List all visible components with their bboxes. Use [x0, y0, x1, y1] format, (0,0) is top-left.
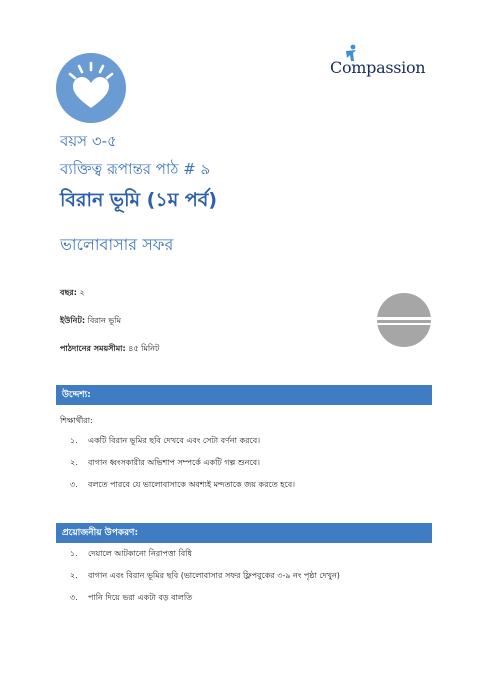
heart-sunburst-icon	[55, 52, 127, 124]
objectives-intro: শিক্ষার্থীরা:	[60, 416, 93, 425]
meta-year-label: বছর:	[60, 288, 77, 297]
meta-unit-value: বিরান ভূমি	[87, 316, 122, 325]
list-item-text: বাগান এবং বিরান ভূমির ছবি (ভালোবাসার সফর ফ্লিপবুকের ৩-৯ নং পৃষ্ঠা দেখুন)	[88, 571, 340, 580]
list-item-text: বাগান ধ্বংসকারীর অভিশাপ সম্পর্কে একটি গল্প শুনবে।	[88, 458, 260, 467]
page-title: বিরান ভূমি (১ম পর্ব)	[60, 189, 218, 211]
list-item	[70, 592, 430, 614]
list-item-text: বলতে পারবে যে ভালোবাসাকে অবশ্যই মন্দতাকে জয় করতে হবে।	[88, 480, 296, 489]
list-item-number: ১.	[70, 549, 78, 558]
page-subtitle: ভালোবাসার সফর	[60, 235, 174, 254]
half-circle-icon	[377, 293, 431, 347]
list-item-number: ৩.	[70, 480, 78, 489]
meta-year-value: ২	[79, 288, 85, 297]
list-item	[70, 570, 430, 592]
meta-unit-label: ইউনিট:	[60, 316, 86, 325]
meta-time-label: পাঠদানের সময়সীমা:	[60, 344, 126, 353]
list-item	[70, 435, 430, 457]
list-item-number: ৩.	[70, 593, 78, 602]
list-item-number: ২.	[70, 571, 78, 580]
title-block	[60, 130, 440, 259]
list-item	[70, 479, 430, 501]
list-item-text: পানি দিয়ে ভরা একটা বড় বালতি	[88, 593, 193, 602]
compassion-logo	[330, 44, 440, 86]
list-item-number: ২.	[70, 458, 78, 467]
age-range: বয়স ৩-৫	[60, 132, 117, 150]
meta-time	[60, 343, 360, 356]
meta-year	[60, 287, 360, 300]
list-item-text: দেয়ালে আটকানো নিরাপত্তা বিধি	[88, 549, 192, 558]
lesson-number: ব্যক্তিত্ব রূপান্তর পাঠ # ৯	[60, 160, 211, 178]
objectives-heading: উদ্দেশ্য:	[56, 385, 432, 405]
logo-text: Compassion	[330, 58, 426, 77]
meta-unit	[60, 315, 360, 328]
list-item-number: ১.	[70, 436, 78, 445]
objectives-list	[70, 435, 430, 501]
materials-heading: প্রয়োজনীয় উপকরণ:	[56, 523, 432, 543]
list-item	[70, 457, 430, 479]
list-item	[70, 548, 430, 570]
materials-list	[70, 548, 430, 614]
lesson-meta	[60, 287, 360, 371]
list-item-text: একটি বিরান ভূমির ছবি দেখবে এবং সেটা বর্ণনা করবে।	[88, 436, 261, 445]
meta-time-value: ৪৫ মিনিট	[128, 344, 160, 353]
